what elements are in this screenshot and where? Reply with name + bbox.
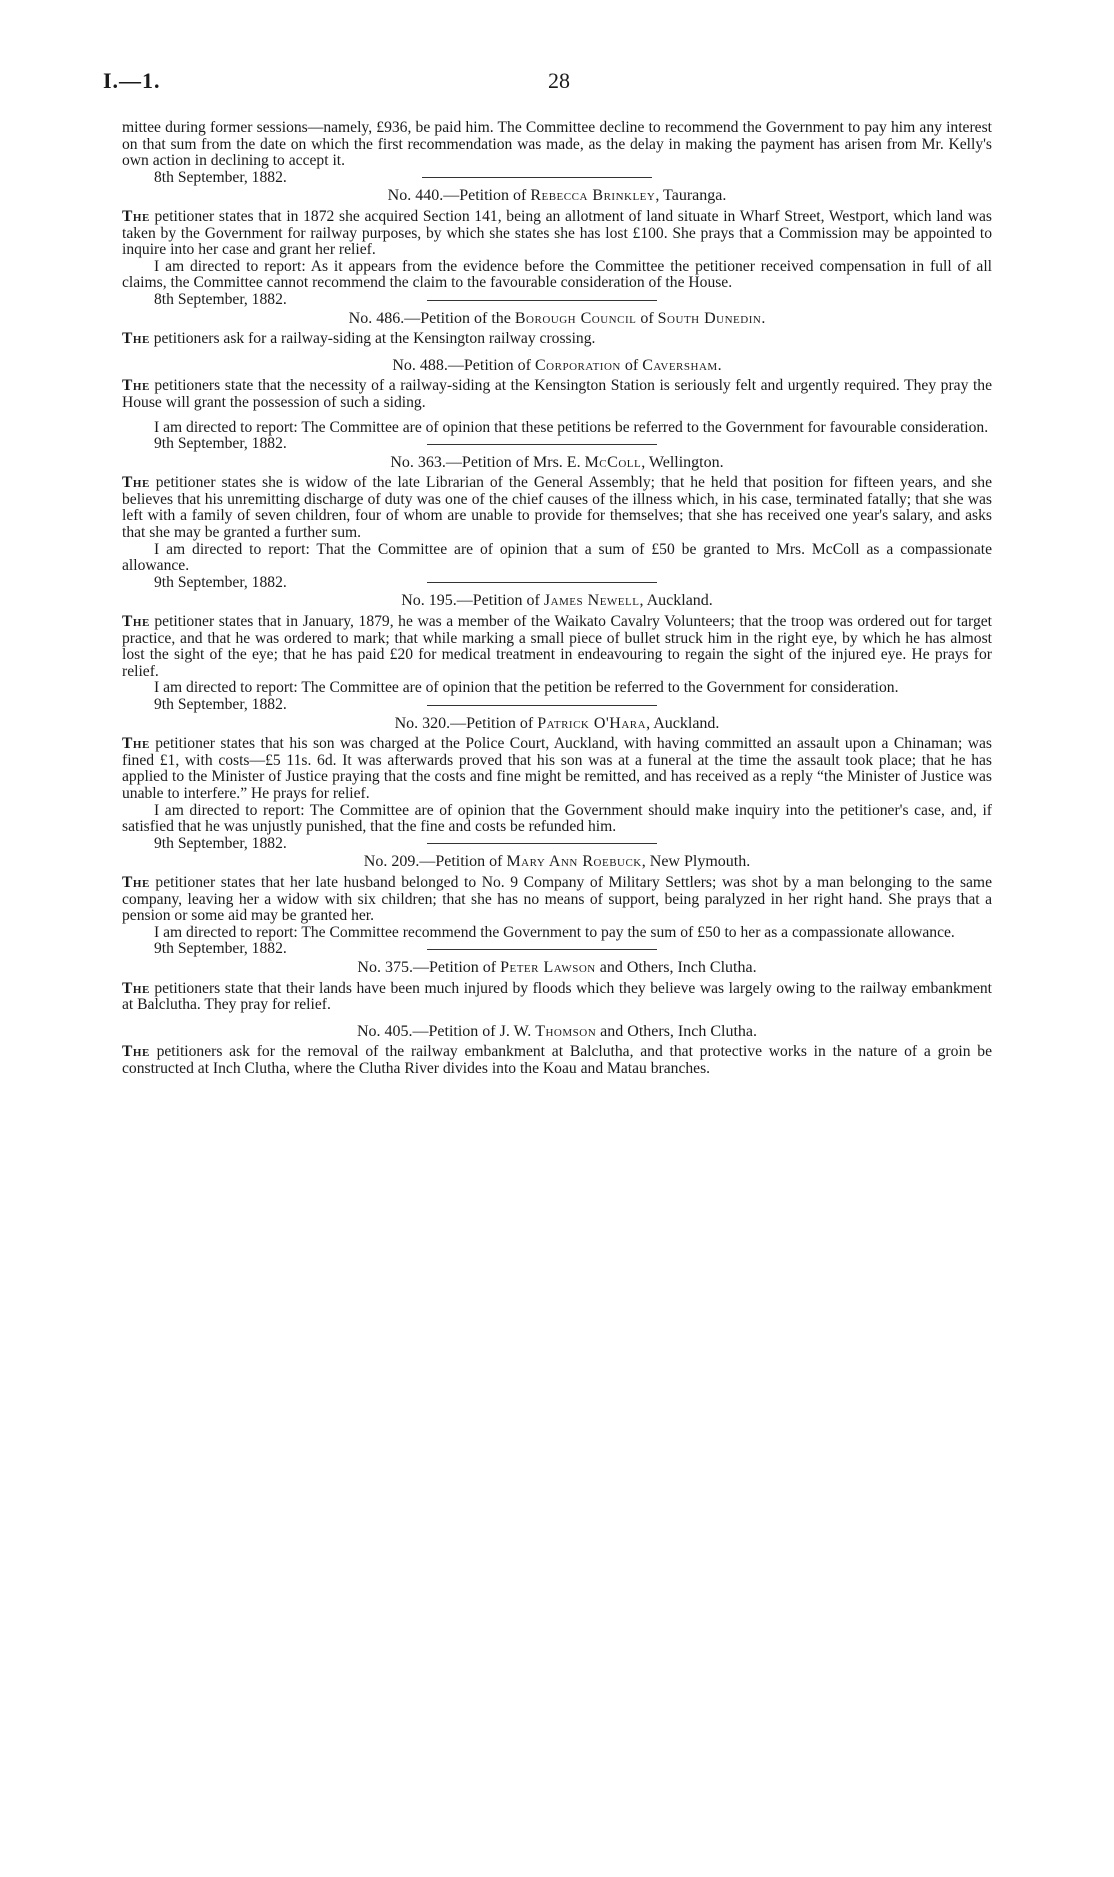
section-divider [427, 843, 657, 844]
petition-363-title: No. 363.—Petition of Mrs. E. McColl, Wellington. [390, 453, 724, 471]
petition-209-report: I am directed to report: The Committee recommend the Government to pay the sum of £50 to her as a compassionate allowance. [154, 923, 955, 941]
petition-195-body: The petitioner states that in January, 1879, he was a member of the Waikato Cavalry Volunteers; that the troop was ordered out for target practice, and that he was ordered to mark; that while marking a small piece of bullet struck him in the right eye, by which he has almost lost the sight of the eye; that he has paid £20 for medical treatment in endeavouring to regain the sight of the injured eye. He prays for relief. [122, 613, 992, 680]
section-divider [427, 949, 657, 950]
petition-488-body: The petitioners state that the necessity of a railway-siding at the Kensington Station is seriously felt and urgently required. They pray the House will grant the possession of such a siding. [122, 377, 992, 411]
section-divider [422, 177, 652, 178]
section-divider [427, 300, 657, 301]
petition-320-body: The petitioner states that his son was charged at the Police Court, Auckland, with having committed an assault upon a Chinaman; was fined £1, with costs—£5 11s. 6d. It was afterwards proved that his son was at a funeral at the time the assault took place; that he has applied to the Minister of Justice praying that the costs and fine might be remitted, and has received as a reply “the Minister of Justice was unable to interfere.” He prays for relief. [122, 735, 992, 802]
petition-488-report: I am directed to report: The Committee are of opinion that these petitions be referred to the Government for favourable consideration. [154, 418, 989, 436]
section-divider [427, 582, 657, 583]
section-divider [427, 444, 657, 445]
series-code: I.—1. [103, 68, 161, 93]
petition-440-report: I am directed to report: As it appears from the evidence before the Committee the petitioner received compensation in full of all claims, the Committee cannot recommend the claim to the favourable consideration of the House. [122, 257, 992, 292]
petition-209-date: 9th September, 1882. [154, 940, 287, 958]
petition-486-title: No. 486.—Petition of the Borough Council of South Dunedin. [348, 309, 766, 327]
petition-440-title: No. 440.—Petition of Rebecca Brinkley, Tauranga. [387, 187, 727, 205]
petition-375-title: No. 375.—Petition of Peter Lawson and Others, Inch Clutha. [357, 958, 757, 976]
petition-405-title: No. 405.—Petition of J. W. Thomson and Others, Inch Clutha. [356, 1022, 758, 1040]
petition-488-title: No. 488.—Petition of Corporation of Caversham. [392, 356, 722, 374]
petition-363-body: The petitioner states she is widow of the late Librarian of the General Assembly; that he held that position for fifteen years, and she believes that his unremitting discharge of duty was one of the chief causes of the illness which, in his case, terminated fatally; that she was left with a family of seven children, four of whom are unable to provide for themselves; that she has received one year's salary, and asks that she may be granted a further sum. [122, 474, 992, 542]
intro-date: 8th September, 1882. [154, 168, 287, 186]
page-number: 28 [548, 68, 570, 93]
petition-405-body: The petitioners ask for the removal of the railway embankment at Balclutha, and that protective works in the nature of a groin be constructed at Inch Clutha, where the Clutha River divides into the Koau and Matau branches. [122, 1043, 992, 1077]
petition-440-body: The petitioner states that in 1872 she acquired Section 141, being an allotment of land situate in Wharf Street, Westport, which land was taken by the Government for railway purposes, by which she states she has lost £100. She prays that a Commission may be appointed to inquire into her case and grant her relief. [122, 207, 992, 259]
petition-363-date: 9th September, 1882. [154, 573, 287, 591]
petition-488-date: 9th September, 1882. [154, 435, 287, 453]
petition-375-body: The petitioners state that their lands have been much injured by floods which they believe was largely owing to the railway embankment at Balclutha. They pray for relief. [122, 979, 992, 1014]
document-body [122, 120, 992, 1077]
petition-486-body: The petitioners ask for a railway-siding at the Kensington railway crossing. [122, 330, 596, 348]
petition-320-title: No. 320.—Petition of Patrick O'Hara, Auckland. [394, 714, 720, 732]
petition-320-date: 9th September, 1882. [154, 834, 287, 852]
petition-363-report: I am directed to report: That the Committee are of opinion that a sum of £50 be granted to Mrs. McColl as a compassionate allowance. [122, 540, 992, 575]
petition-440-date: 8th September, 1882. [154, 290, 287, 308]
petition-209-title: No. 209.—Petition of Mary Ann Roebuck, New Plymouth. [363, 853, 751, 871]
intro-paragraph: mittee during former sessions—namely, £936, be paid him. The Committee decline to recommend the Government to pay him any interest on that sum from the date on which the first recommendation was made, as the delay in making the payment has arisen from Mr. Kelly's own action in declining to accept it. [122, 119, 992, 170]
petition-195-date: 9th September, 1882. [154, 696, 287, 713]
petition-209-body: The petitioner states that her late husband belonged to No. 9 Company of Military Settlers; was shot by a man belonging to the same company, leaving her a widow with six children; that she has no means of support, being paralyzed in her right hand. She prays that a pension or some aid may be granted her. [122, 873, 992, 925]
section-divider [427, 705, 657, 706]
petition-195-report: I am directed to report: The Committee are of opinion that the petition be referred to the Government for consideration. [154, 679, 899, 697]
petition-320-report: I am directed to report: The Committee are of opinion that the Government should make inquiry into the petitioner's case, and, if satisfied that he was unjustly punished, that the fine and costs be refunded him. [122, 801, 992, 836]
petition-195-title: No. 195.—Petition of James Newell, Auckland. [401, 592, 713, 610]
